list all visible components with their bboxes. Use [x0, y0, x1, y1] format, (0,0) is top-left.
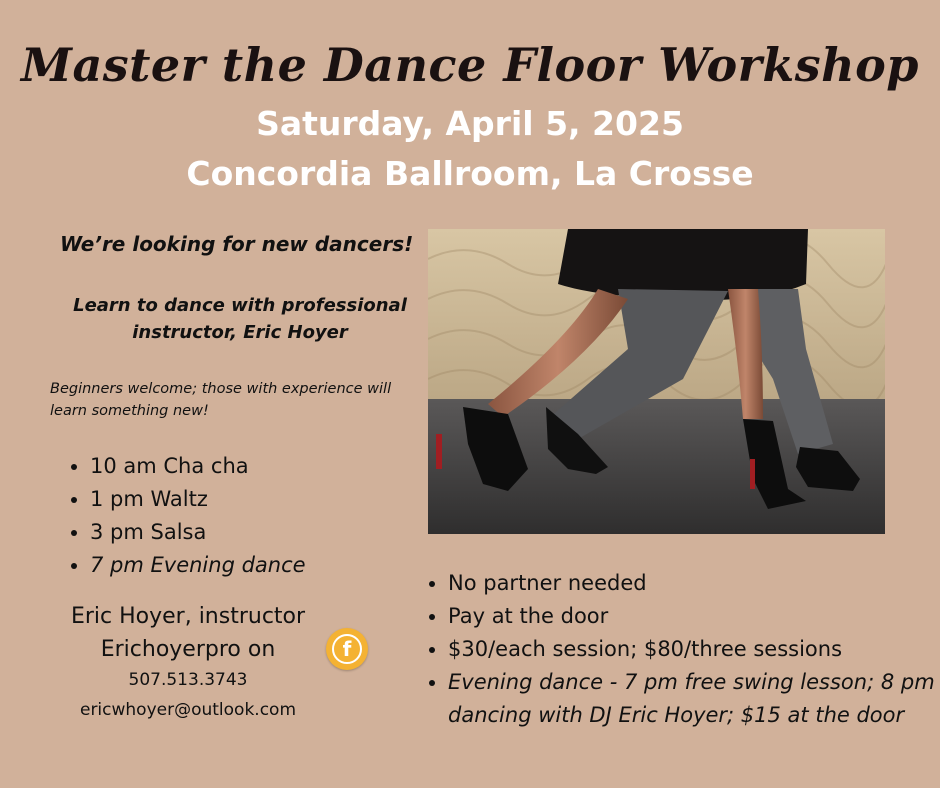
facebook-icon[interactable] — [326, 628, 368, 670]
info-item: • $30/each session; $80/three sessions — [448, 633, 938, 666]
instructor-block — [48, 600, 328, 666]
dancers-legs-photo — [428, 229, 885, 534]
info-item: • Pay at the door — [448, 600, 938, 633]
dancers-photo-illustration — [428, 229, 885, 534]
email-address: ericwhoyer@outlook.com — [79, 700, 297, 720]
info-item: • Evening dance - 7 pm free swing lesson; 8 pm dancing with DJ Eric Hoyer; $15 at the door — [448, 666, 938, 732]
instructor-name: Eric Hoyer, instructor — [70, 604, 306, 629]
schedule-item: • 3 pm Salsa — [90, 516, 306, 549]
facebook-letter: f — [332, 634, 362, 664]
schedule-item: • 1 pm Waltz — [90, 483, 306, 516]
looking-for-dancers: We’re looking for new dancers! — [60, 232, 414, 256]
schedule-item: • 7 pm Evening dance — [90, 549, 306, 582]
schedule-list — [50, 450, 306, 582]
info-item: • No partner needed — [448, 567, 938, 600]
page-title: Master the Dance Floor Workshop — [21, 38, 919, 92]
beginners-note: Beginners welcome; those with experience will learn something new! — [50, 381, 392, 419]
event-venue: Concordia Ballroom, La Crosse — [186, 154, 754, 193]
social-handle: Erichoyerpro on — [100, 637, 276, 662]
schedule-item: • 10 am Cha cha — [90, 450, 306, 483]
info-list — [408, 567, 938, 732]
event-date: Saturday, April 5, 2025 — [256, 104, 684, 143]
phone-number: 507.513.3743 — [128, 670, 248, 690]
learn-with-instructor: Learn to dance with professional instructor, Eric Hoyer — [73, 295, 407, 343]
